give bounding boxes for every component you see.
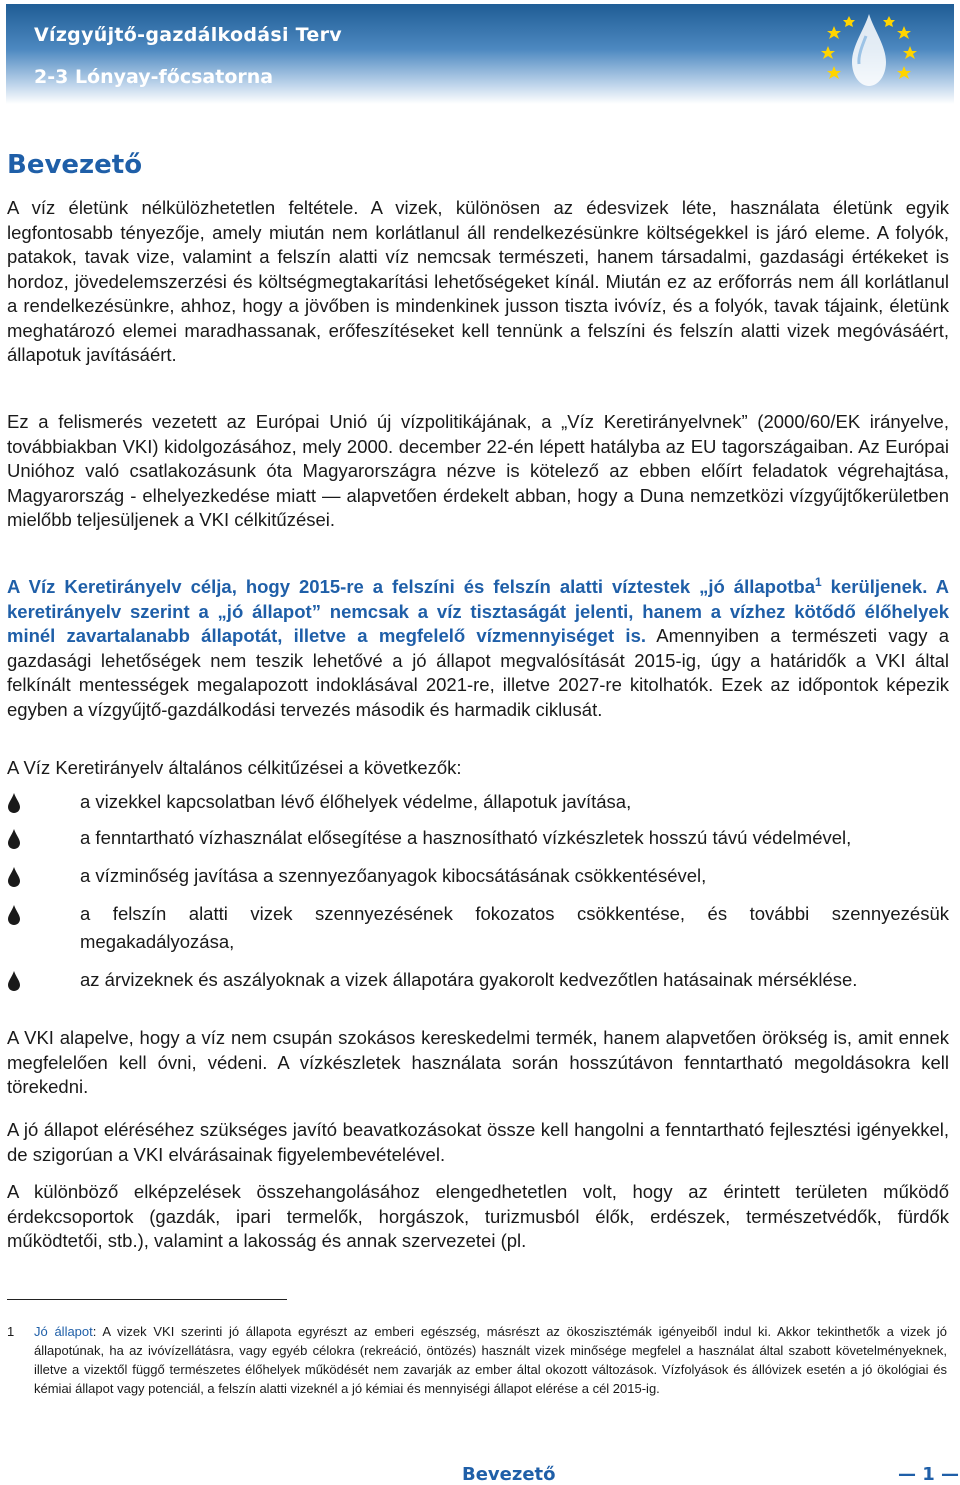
water-drop-bullet-icon <box>7 867 21 887</box>
goal-emphasis-b: kerüljenek. A keretirányelv szerint a „jó állapot” nemcsak a víz tisztaságát jelenti, hanem a vízhez kötődő élőhelyek minél zavartalanabb állapotát, illetve a megfelelő vízmennyiséget is. <box>7 576 949 647</box>
header-title: Vízgyűjtő-gazdálkodási Terv <box>34 24 342 46</box>
footnote-divider <box>7 1299 287 1300</box>
objective-text: az árvizeknek és aszályoknak a vizek állapotára gyakorolt kedvezőtlen hatásainak mérséklése. <box>80 969 858 990</box>
footnote-term: Jó állapot <box>34 1324 93 1339</box>
footer-section-title: Bevezető <box>462 1464 556 1485</box>
intro-paragraph: A víz életünk nélkülözhetetlen feltétele. A vizek, különösen az édesvizek léte, használata életünk egyik legfontosabb tényezője, amely miután nem korlátlanul áll rendelkezésünkre költségekkel is járó eleme. A folyók, patakok, tavak vize, valamint a felszín alatti víz nemcsak természeti, hanem társadalmi, gazdasági értékeket is hordoz, jövedelemszerzési és költségmegtakarítási lehetőségeket kínál. Miután ez az erőforrás nem áll korlátlanul a rendelkezésünkre, ahhoz, hogy a jövőben is mindenkinek jusson tiszta ivóvíz, és a folyók, tavak tájaink, életünk meghatározó elemei maradhassanak, erőfeszítéseket kell tennünk a felszíni és felszín alatti vizek megóvásáért, állapotuk javításáért. <box>7 197 949 365</box>
list-item <box>7 862 949 890</box>
vki-paragraph: Ez a felismerés vezetett az Európai Unió új vízpolitikájának, a „Víz Keretirányelvnek” (2000/60/EK irányelve, továbbiakban VKI) kidolgozásához, mely 2000. december 22-én lépett hatályba az EU tagországaiban. Az Európai Unióhoz való csatlakozásunk óta Magyarországra nézve is kötelező az ebben előírt feladatok végrehajtása, Magyarország - elhelyezkedése miatt — alapvetően érdekelt abban, hogy a Duna nemzetközi vízgyűjtőkerületben mielőbb teljesüljenek a VKI célkitűzései. <box>7 411 949 530</box>
objective-text: a vízminőség javítása a szennyezőanyagok kibocsátásának csökkentésével, <box>80 865 707 886</box>
footnote <box>7 1322 947 1398</box>
footnote-ref: 1 <box>815 575 822 589</box>
interventions-paragraph: A jó állapot eléréséhez szükséges javító beavatkozásokat össze kell hangolni a fenntartható fejlesztési igényekkel, de szigorúan a VKI elvárásainak figyelembevételével. <box>7 1119 949 1165</box>
objective-text: a vizekkel kapcsolatban lévő élőhelyek védelme, állapotuk javítása, <box>80 791 632 812</box>
objective-text: a felszín alatti vizek szennyezésének fokozatos csökkentése, és további szennyezésük megakadályozása, <box>80 903 949 952</box>
objective-text: a fenntartható vízhasználat elősegítése a hasznosítható vízkészletek hosszú távú védelmével, <box>80 827 852 848</box>
section-title: Bevezető <box>7 150 143 180</box>
page-footer <box>0 1464 960 1484</box>
footnote-number: 1 <box>7 1324 15 1339</box>
objectives-intro: A Víz Keretirányelv általános célkitűzései a következők: <box>7 757 462 778</box>
footnote-text: : A vizek VKI szerinti jó állapota egyrészt az emberi egészség, másrészt az ökoszisztémák igényeiből indul ki. Akkor tekinthetők a vizek jó állapotúnak, ha az ivóvízellátásra, vagy egyéb célokra (rekreáció, öntözés) használt vizek minősége megfelel a használat által szabott követelményeknek, illetve a vizektől függő természetes élőhelyek működését nem zavarják az ember által okozott változások. Vízfolyások és állóvizek esetén a jó ökológiai és kémiai állapot vagy potenciál, a felszín alatti vizeknél a jó kémiai és mennyiségi állapot elérése a cél 2015-ig. <box>34 1324 947 1396</box>
goal-emphasis-a: A Víz Keretirányelv célja, hogy 2015-re a felszíni és felszín alatti víztestek „jó állapotba <box>7 576 815 598</box>
water-drop-bullet-icon <box>7 905 21 925</box>
list-item <box>7 788 949 816</box>
goal-rest: Amennyiben a természeti vagy a gazdasági lehetőségek nem teszik lehetővé a jó állapot megvalósítását 2015-ig, úgy a határidők a VKI által felkínált mentességek megalapozott indoklásával 2021-re, illetve 2027-re kitolhatók. Ezek az időpontok képezik egyben a vízgyűjtő-gazdálkodási tervezés második és harmadik ciklusát. <box>7 625 950 720</box>
list-item <box>7 966 949 994</box>
list-item <box>7 900 949 956</box>
document-header <box>6 4 954 104</box>
water-drop-bullet-icon <box>7 971 21 991</box>
list-item <box>7 824 949 852</box>
goal-paragraph <box>7 570 949 722</box>
eu-water-drop-logo <box>814 6 924 96</box>
header-subtitle: 2-3 Lónyay-főcsatorna <box>34 66 274 88</box>
stakeholders-paragraph: A különböző elképzelések összehangolásához elengedhetetlen volt, hogy az érintett területen működő érdekcsoportok (gazdák, ipari termelők, horgászok, turizmusból élők, erdészek, természetvédők, fürdők működtetői, stb.), valamint a lakosság és annak szervezetei (pl. <box>7 1181 949 1251</box>
principle-paragraph: A VKI alapelve, hogy a víz nem csupán szokásos kereskedelmi termék, hanem alapvetően örökség is, amit ennek megfelelően kell óvni, védeni. A vízkészletek használata során hosszútávon fenntartható megoldásokra kell törekedni. <box>7 1027 949 1097</box>
water-drop-bullet-icon <box>7 829 21 849</box>
footnote-body <box>34 1322 947 1398</box>
objectives-list <box>7 788 949 1004</box>
water-drop-bullet-icon <box>7 793 21 813</box>
page-number: — 1 — <box>898 1464 960 1485</box>
